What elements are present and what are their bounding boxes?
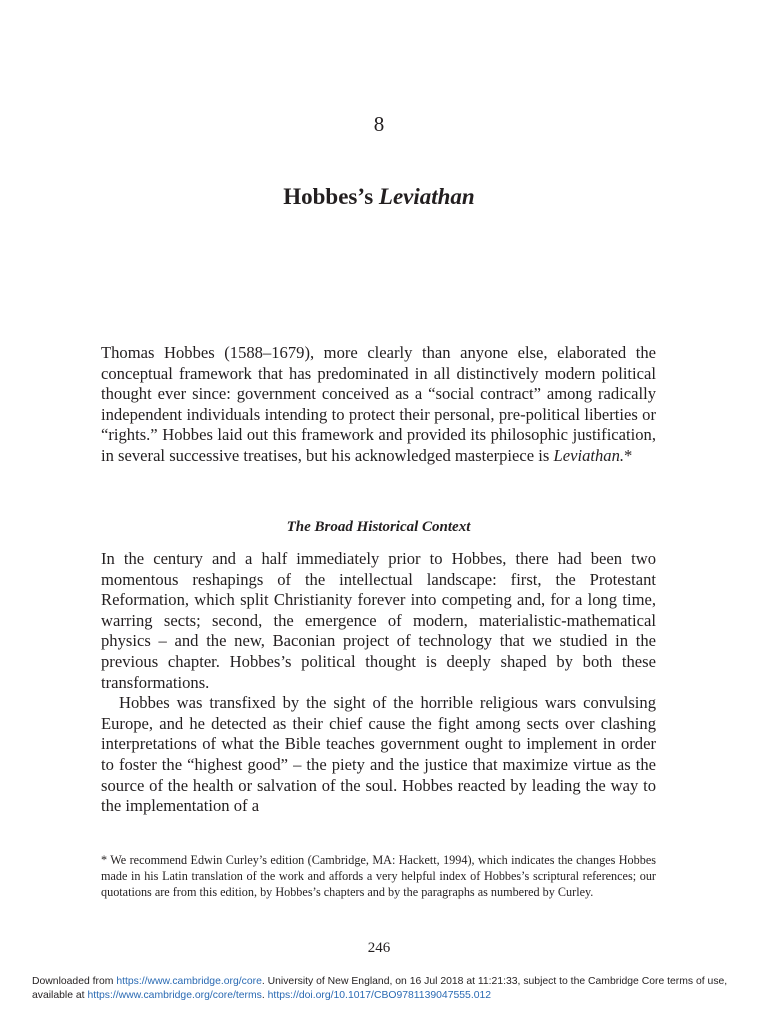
chapter-title-italic: Leviathan (378, 184, 475, 209)
download-notice (32, 975, 752, 1002)
chapter-number: 8 (373, 112, 385, 136)
doi-link[interactable]: https://doi.org/10.1017/CBO9781139047555.012 (267, 989, 492, 1001)
footnote-marker: * (624, 445, 633, 465)
footnote (101, 852, 656, 900)
section-body (101, 549, 656, 817)
download-notice-text-2: . University of New England, on 16 Jul 2018 at 11:21:33, subject to the Cambridge Core terms of use, available at (32, 976, 728, 1001)
download-notice-text-1: Downloaded from (32, 976, 117, 987)
section-paragraph-2: Hobbes was transfixed by the sight of the horrible religious wars convulsing Europe, and he detected as their chief cause the fight among sects over clashing interpretations of what the Bible teaches government ought to implement in order to foster the “highest good” – the piety and the justice that maximize virtue as the source of the health or salvation of the soul. Hobbes reacted by leading the way to the implementation of a (101, 693, 656, 816)
terms-link[interactable]: https://www.cambridge.org/core/terms (87, 989, 262, 1001)
cambridge-core-link[interactable]: https://www.cambridge.org/core (116, 976, 262, 987)
intro-text: Thomas Hobbes (1588–1679), more clearly than anyone else, elaborated the conceptual framework that has predominated in all distinctively modern political thought ever since: government conceived as a “social contract” among radically independent individuals intending to protect their personal, pre-political liberties or “rights.” Hobbes laid out this framework and provided its philosophic justification, in several successive treatises, but his acknowledged masterpiece is (101, 343, 656, 465)
section-paragraph-1: In the century and a half immediately prior to Hobbes, there had been two momentous reshapings of the intellectual landscape: first, the Protestant Reformation, which split Christianity forever into competing and, for a long time, warring sects; second, the emergence of modern, materialistic-mathematical physics – and the new, Baconian project of technology that we studied in the previous chapter. Hobbes’s political thought is deeply shaped by both these transformations. (101, 549, 656, 692)
footnote-text: * We recommend Edwin Curley’s edition (Cambridge, MA: Hackett, 1994), which indicates the changes Hobbes made in his Latin translation of the work and affords a very helpful index of Hobbes’s scriptural references; our quotations are from this edition, by Hobbes’s chapters and by the paragraphs as numbered by Curley. (101, 853, 656, 899)
intro-italic-word: Leviathan. (553, 445, 625, 465)
section-heading: The Broad Historical Context (286, 519, 471, 535)
page-number: 246 (367, 940, 391, 956)
chapter-title (0, 184, 758, 210)
download-notice-text-3: . (261, 989, 268, 1001)
intro-paragraph (101, 343, 656, 467)
chapter-title-prefix: Hobbes’s (283, 184, 379, 209)
